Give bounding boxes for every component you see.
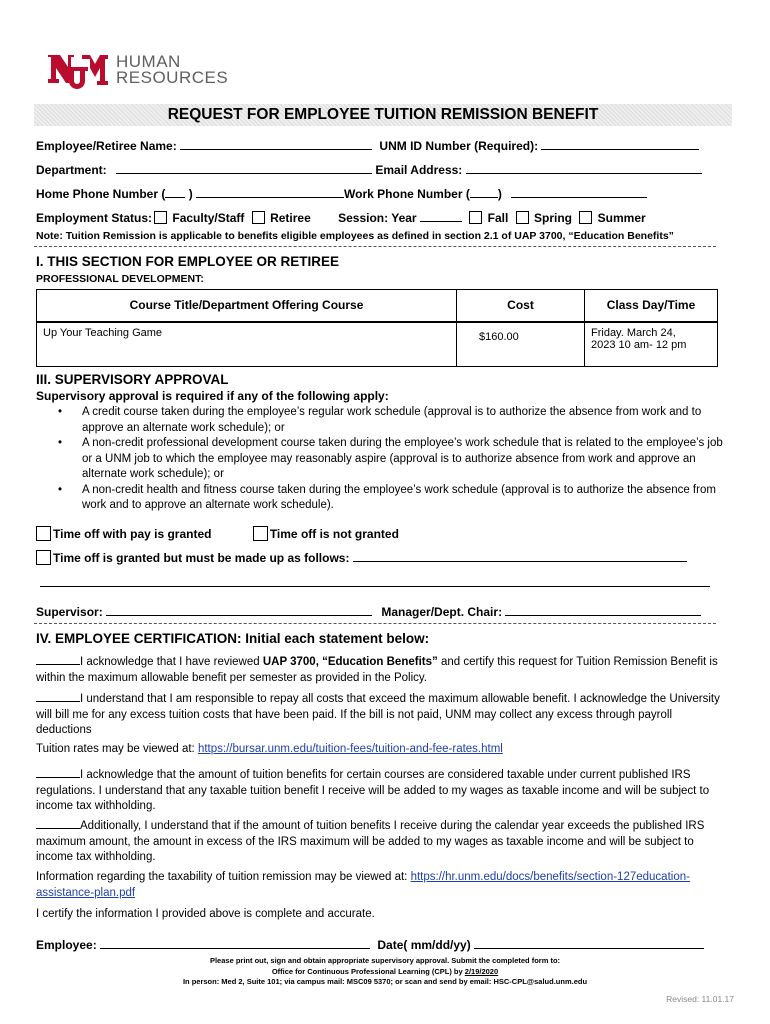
name-row (36, 138, 699, 153)
time-off-pay-label: Time off with pay is granted (53, 527, 212, 541)
logo-wordmark (116, 54, 228, 86)
class-time-line-2: 2023 10 am- 12 pm (591, 338, 687, 351)
home-phone-label: Home Phone Number ( (36, 187, 166, 201)
work-phone-label: Work Phone Number ( (344, 187, 470, 201)
supervisor-row (36, 604, 701, 619)
work-phone-paren: ) (497, 187, 502, 201)
footer-line-3: In person: Med 2, Suite 101; via campus mail: MSC09 5370; or scan and send by email: HSC-CPL@salud.unm.edu (182, 977, 588, 986)
session-year-field[interactable] (420, 210, 462, 222)
unm-logo-icon (46, 51, 108, 89)
tuition-rates-line (36, 742, 730, 758)
summer-label: Summer (597, 211, 646, 225)
home-phone-paren: ) (188, 187, 193, 201)
time-off-not-label: Time off is not granted (269, 527, 399, 541)
fall-checkbox[interactable] (469, 211, 482, 224)
initial-field-4[interactable] (36, 818, 80, 829)
makeup-details-field[interactable] (353, 550, 687, 562)
statement-2-text: I understand that I am responsible to repay all costs that exceed the maximum allowable benefit. I acknowledge the University will bill me for any excess tuition costs that have been paid. If the bill is not paid, UNM may collect any excess through payroll deductions (36, 693, 720, 736)
course-title-header: Course Title/Department Offering Course (37, 290, 457, 322)
date-label: Date( mm/dd/yy) (377, 938, 471, 952)
department-row (36, 162, 702, 177)
fall-label: Fall (487, 211, 509, 225)
time-off-makeup-checkbox[interactable] (36, 550, 51, 565)
initial-field-1[interactable] (36, 654, 80, 665)
time-off-row (36, 526, 399, 541)
footer-deadline: 2/19/2020 (464, 966, 499, 976)
work-area-code-field[interactable] (470, 186, 498, 198)
section-1-heading: I. THIS SECTION FOR EMPLOYEE OR RETIREE (36, 254, 340, 269)
supervisory-required-text: Supervisory approval is required if any of the following apply: (36, 389, 389, 403)
retiree-label: Retiree (270, 211, 311, 225)
certify-statement: I certify the information I provided above is complete and accurate. (36, 908, 375, 920)
unm-id-label: UNM ID Number (Required): (379, 139, 539, 153)
class-time-line-1: Friday. March 24, (591, 326, 676, 339)
statement-4-text: Additionally, I understand that if the amount of tuition benefits I receive during the calendar year exceeds the published IRS maximum amount, the amount in excess of the IRS maximum will be added to my wages as taxable income and will be subject to income tax withholding. (36, 820, 705, 863)
course-table (36, 289, 718, 367)
course-title-cell[interactable]: Up Your Teaching Game (37, 322, 457, 367)
time-off-not-checkbox[interactable] (253, 526, 268, 541)
footer-line-1: Please print out, sign and obtain appropriate supervisory approval. Submit the completed form to: (209, 956, 561, 965)
supervisor-signature-field[interactable] (106, 604, 372, 616)
initial-field-3[interactable] (36, 767, 80, 778)
status-row (36, 210, 646, 225)
taxability-label: Information regarding the taxability of tuition remission may be viewed at: (36, 871, 411, 883)
work-phone-field[interactable] (511, 186, 647, 198)
approval-conditions-list (58, 405, 724, 514)
employee-name-field[interactable] (180, 138, 372, 150)
home-area-code-field[interactable] (165, 186, 185, 198)
statement-1-policy: UAP 3700, “Education Benefits” (262, 656, 438, 668)
date-field[interactable] (474, 937, 704, 949)
professional-development-heading: PROFESSIONAL DEVELOPMENT: (36, 273, 204, 285)
unm-hr-logo (46, 50, 228, 90)
list-item: • A non-credit professional development course taken during the employee’s work schedule that is related to the employee’s job or a UNM job to which the employee may reasonably aspire (approval is to authorize absence from work and approve an alternate work schedule); or (58, 436, 724, 483)
certification-statement-2 (36, 691, 730, 739)
spring-checkbox[interactable] (516, 211, 529, 224)
supervisor-label: Supervisor: (36, 605, 103, 619)
certification-statement-3 (36, 767, 730, 815)
manager-signature-field[interactable] (505, 604, 701, 616)
table-row (37, 322, 718, 367)
list-item: • A non-credit health and fitness course taken during the employee’s work schedule (approval is to authorize the absence from work and to approve an alternate work schedule). (58, 483, 724, 514)
form-title: REQUEST FOR EMPLOYEE TUITION REMISSION BENEFIT (34, 104, 732, 126)
footer-line-2 (100, 967, 670, 978)
employee-signature-label: Employee: (36, 938, 97, 952)
retiree-checkbox[interactable] (252, 211, 265, 224)
revised-date: Revised: 11.01.17 (666, 994, 734, 1004)
section-3-heading: III. SUPERVISORY APPROVAL (36, 372, 229, 387)
home-phone-field[interactable] (196, 186, 344, 198)
tuition-rates-link[interactable]: https://bursar.unm.edu/tuition-fees/tuition-and-fee-rates.html (197, 743, 503, 755)
divider-1 (34, 246, 716, 247)
footer-instructions (100, 956, 670, 988)
session-year-label: Session: Year (338, 211, 417, 225)
section-4-heading-rest: Initial each statement below: (241, 631, 430, 646)
time-off-makeup-label: Time off is granted but must be made up as follows: (53, 551, 350, 565)
faculty-staff-label: Faculty/Staff (172, 211, 245, 225)
tuition-rates-label: Tuition rates may be viewed at: (36, 743, 198, 755)
cost-header: Cost (457, 290, 585, 322)
department-label: Department: (36, 163, 107, 177)
logo-line-1: HUMAN (116, 52, 181, 71)
cost-cell[interactable]: $160.00 (457, 322, 585, 367)
makeup-details-line-2[interactable] (40, 575, 710, 587)
eligibility-note: Note: Tuition Remission is applicable to benefits eligible employees as defined in section 2.1 of UAP 3700, “Education Benefits” (36, 230, 674, 242)
manager-label: Manager/Dept. Chair: (381, 605, 503, 619)
faculty-staff-checkbox[interactable] (154, 211, 167, 224)
statement-3-text: I acknowledge that the amount of tuition benefits for certain courses are considered taxable under current published IRS regulations. I understand that any taxable tuition benefit I receive will be added to my wages as taxable income and will be subject to income tax withholding. (36, 769, 710, 812)
section-4-heading (36, 631, 429, 646)
logo-line-2: RESOURCES (116, 68, 229, 87)
unm-id-field[interactable] (541, 138, 699, 150)
email-field[interactable] (466, 162, 702, 174)
employee-signature-row (36, 937, 704, 952)
statement-1-text-b: and certify this request for Tuition Remission Benefit is within the maximum allowable benefit per semester as provided in the Policy. (36, 656, 718, 684)
phone-row (36, 186, 647, 201)
divider-2 (34, 623, 716, 624)
certification-statement-1 (36, 654, 730, 686)
table-header-row (37, 290, 718, 322)
taxability-link[interactable]: https://hr.unm.edu/docs/benefits/section-127education-assistance-plan.pdf (36, 871, 690, 899)
employment-status-label: Employment Status: (36, 211, 153, 225)
time-off-pay-checkbox[interactable] (36, 526, 51, 541)
footer-line-2-text: Office for Continuous Professional Learning (CPL) by (271, 966, 465, 976)
certification-statement-4 (36, 818, 730, 866)
statement-1-text-a: I acknowledge that I have reviewed (80, 656, 263, 668)
employee-name-label: Employee/Retiree Name: (36, 139, 177, 153)
class-time-cell[interactable] (585, 322, 718, 367)
summer-checkbox[interactable] (579, 211, 592, 224)
initial-field-2[interactable] (36, 691, 80, 702)
employee-signature-field[interactable] (100, 937, 370, 949)
time-off-makeup-row (36, 550, 687, 565)
list-item: • A credit course taken during the employee’s regular work schedule (approval is to authorize the absence from work and to approve an alternate work schedule); or (58, 405, 724, 436)
section-4-heading-bold: IV. EMPLOYEE CERTIFICATION: (36, 631, 242, 646)
taxability-line (36, 870, 730, 901)
class-time-header: Class Day/Time (585, 290, 718, 322)
email-label: Email Address: (375, 163, 463, 177)
department-field[interactable] (116, 162, 372, 174)
spring-label: Spring (533, 211, 572, 225)
